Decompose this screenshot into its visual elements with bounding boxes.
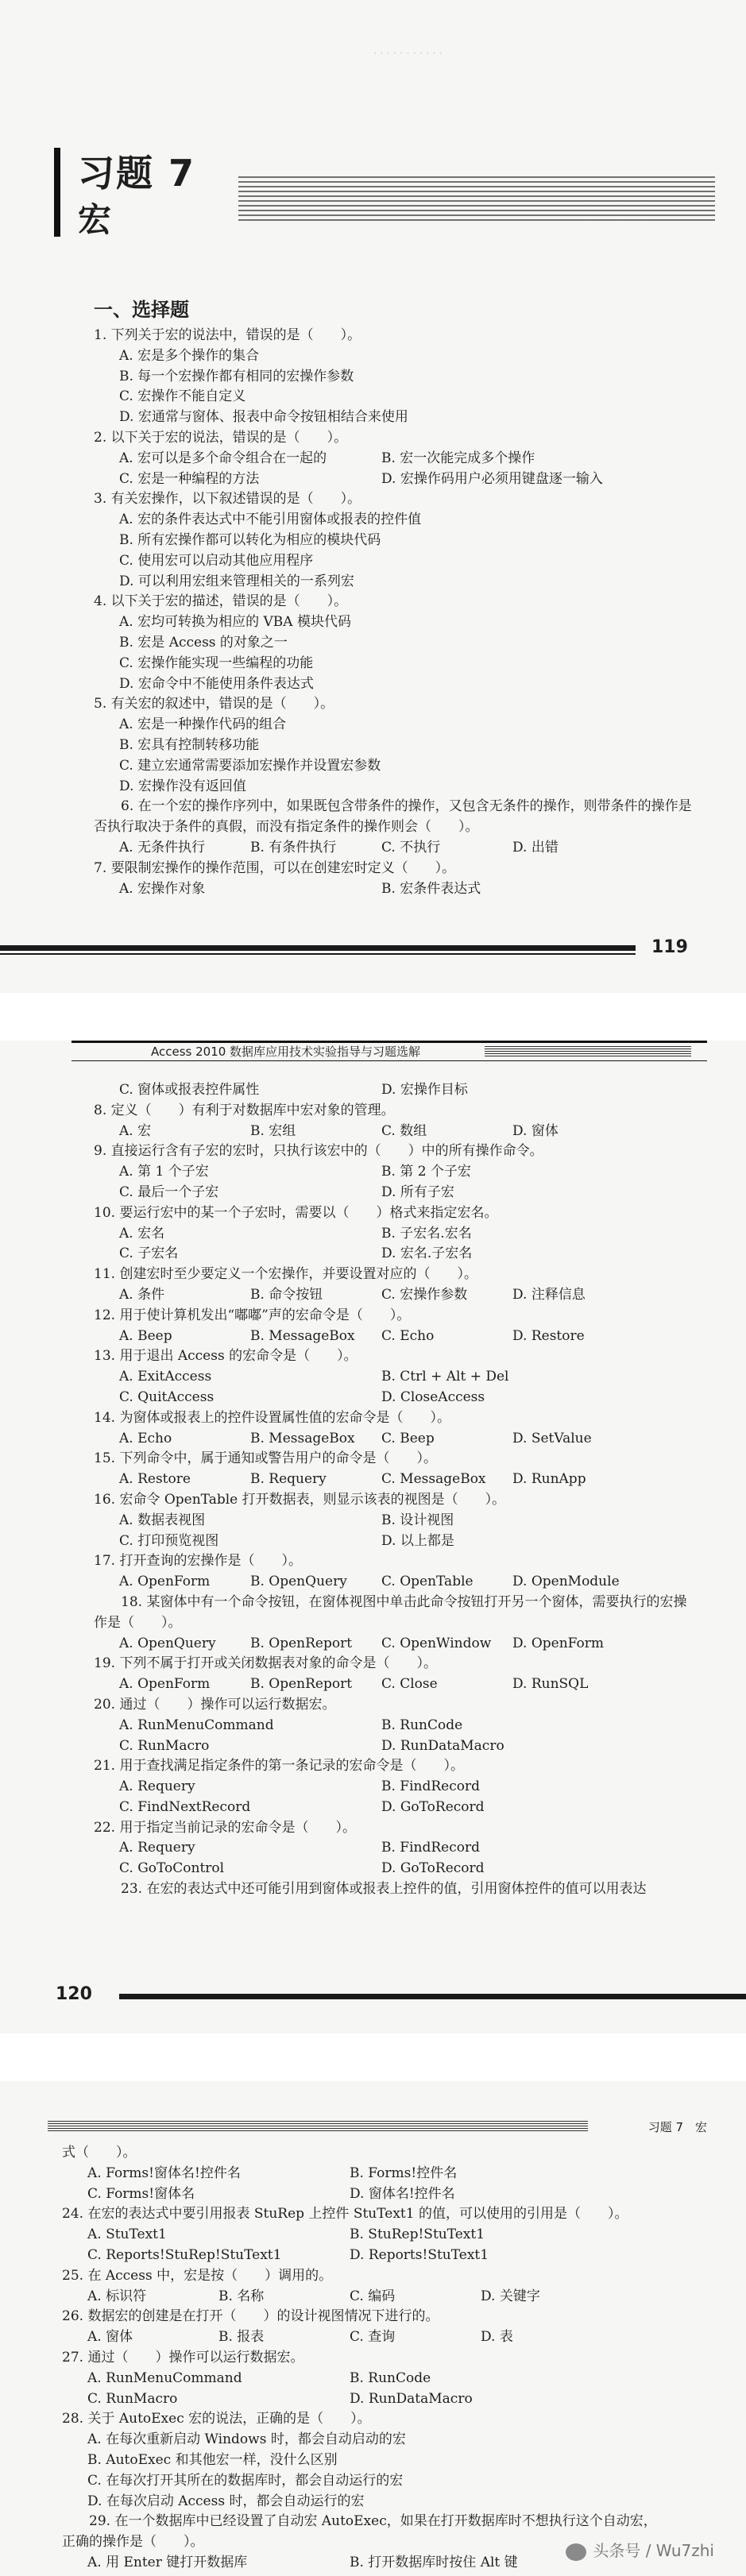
option: D. RunApp [512,1471,586,1488]
header-decoration-lines [485,1046,691,1057]
option: B. OpenQuery [250,1574,347,1590]
option: B. OpenReport [250,1676,353,1693]
question: 4. 以下关于宏的描述，错误的是（ ）。 [94,593,348,610]
option: A. 条件 [119,1286,165,1303]
option: A. OpenForm [119,1574,211,1590]
option: D. CloseAccess [381,1388,485,1405]
option: A. Restore [119,1471,191,1488]
option: C. 打印预览视图 [119,1532,219,1549]
option-row [94,1327,698,1347]
question: 10. 要运行宏中的某一个子宏时，需要以（ ）格式来指定宏名。 [94,1204,498,1221]
option: B. 命令按钮 [250,1286,323,1303]
option: D. SetValue [512,1430,592,1446]
option-row [94,1183,698,1203]
option: B. 宏条件表达式 [381,880,481,897]
option-row [94,1285,698,1306]
option: B. StuRep!StuText1 [350,2226,485,2243]
question: 7. 要限制宏操作的操作范围，可以在创建宏时定义（ ）。 [94,859,456,876]
option: D. GoToRecord [381,1860,485,1877]
option: A. OpenForm [119,1676,211,1693]
option-row [94,1838,698,1859]
question: 22. 用于指定当前记录的宏命令是（ ）。 [94,1819,356,1836]
option-row [62,2327,666,2348]
option: C. 数组 [381,1122,427,1139]
option: A. 宏是多个操作的集合 [119,347,260,364]
option-row [94,1777,698,1798]
page-121 [0,2081,746,2576]
question: 1. 下列关于宏的说法中，错误的是（ ）。 [94,327,361,343]
option: A. 宏均可转换为相应的 VBA 模块代码 [119,614,351,631]
option-row [94,838,698,859]
chapter-bar [54,148,60,237]
option: D. Restore [512,1327,585,1344]
question-list [62,2143,666,2574]
option: C. 子宏名 [119,1246,179,1262]
option-row [94,1388,698,1408]
option: B. 每一个宏操作都有相同的宏操作参数 [119,368,354,384]
option: A. RunMenuCommand [119,1717,274,1733]
question-list [94,326,698,899]
question: 20. 通过（ ）操作可以运行数据宏。 [94,1696,336,1713]
option-row [94,1224,698,1245]
option: B. 第 2 个子宏 [381,1164,471,1180]
option-row [62,2164,666,2184]
page-number: 120 [56,1984,92,2004]
option: B. 子宏名.宏名 [381,1225,472,1242]
question: 3. 有关宏操作，以下叙述错误的是（ ）。 [94,491,361,508]
option: C. 不执行 [381,839,441,855]
option: B. MessageBox [250,1430,355,1446]
option-row [94,1798,698,1818]
option-row [62,2225,666,2246]
option: B. 打开数据库时按住 Alt 键 [350,2554,518,2570]
option-row [94,1080,698,1101]
page-number: 119 [651,937,688,957]
option: C. GoToControl [119,1860,225,1877]
option: B. 报表 [218,2329,265,2346]
option: A. Echo [119,1430,172,1446]
question: 26. 数据宏的创建是在打开（ ）的设计视图情况下进行的。 [62,2308,439,2325]
option-row [94,1716,698,1736]
option: C. 在每次打开其所在的数据库时，都会自动运行的宏 [87,2472,404,2489]
running-header-title: 习题 7 宏 [647,2120,707,2134]
option-row [94,1162,698,1183]
option-row [62,2287,666,2308]
option-row [94,1367,698,1388]
question: 2. 以下关于宏的说法，错误的是（ ）。 [94,429,348,446]
option: C. 使用宏可以启动其他应用程序 [119,552,314,569]
question: 16. 宏命令 OpenTable 打开数据表，则显示该表的视图是（ ）。 [94,1491,506,1508]
option: A. 宏操作对象 [119,880,206,897]
option: A. 在每次重新启动 Windows 时，都会自动启动的宏 [87,2431,406,2448]
question: 19. 下列不属于打开或关闭数据表对象的命令是（ ）。 [94,1655,437,1672]
chapter-title: 宏 [78,200,112,239]
option: C. Beep [381,1430,435,1446]
option: A. 用 Enter 键打开数据库 [87,2554,248,2570]
watermark-text: 头条号 / Wu7zhi [593,2541,714,2560]
question: 18. 某窗体中有一个命令按钮，在窗体视图中单击此命令按钮打开另一个窗体，需要执行的宏操作是（ ）。 [94,1593,687,1631]
option-row [62,2246,666,2266]
option: C. Echo [381,1327,435,1344]
option: C. 编码 [350,2288,396,2304]
option: A. RunMenuCommand [87,2369,242,2386]
option: C. Reports!StuRep!StuText1 [87,2246,282,2263]
question: 13. 用于退出 Access 的宏命令是（ ）。 [94,1348,358,1365]
option: B. OpenReport [250,1635,353,1651]
option: D. 宏通常与窗体、报表中命令按钮相结合来使用 [119,409,408,426]
watermark [566,2538,714,2561]
option: A. 宏可以是多个命令组合在一起的 [119,450,327,466]
question: 29. 在一个数据库中已经设置了自动宏 AutoExec，如果在打开数据库时不想执行这个自动宏，正确的操作是（ ）。 [62,2513,657,2551]
page-119 [0,0,746,993]
option: B. 所有宏操作都可以转化为相应的模块代码 [119,531,381,548]
option: B. FindRecord [381,1778,480,1795]
option: A. StuText1 [87,2226,167,2243]
option: C. 宏操作参数 [381,1286,468,1303]
option: D. RunDataMacro [350,2390,473,2407]
option: B. Ctrl + Alt + Del [381,1369,509,1385]
option: B. 名称 [218,2288,265,2304]
chapter-number: 习题 7 [78,152,196,195]
option: A. 宏的条件表达式中不能引用窗体或报表的控件值 [119,512,422,528]
question: 14. 为窗体或报表上的控件设置属性值的宏命令是（ ）。 [94,1409,450,1426]
question-list [94,1080,698,1900]
question: 27. 通过（ ）操作可以运行数据宏。 [62,2349,304,2366]
option: B. Requery [250,1471,327,1488]
option: D. 在每次启动 Access 时，都会自动运行的宏 [87,2493,365,2509]
option: A. Forms!窗体名!控件名 [87,2165,241,2181]
running-header [48,2116,707,2138]
option: A. Beep [119,1327,172,1344]
option: A. OpenQuery [119,1635,216,1651]
option: C. 宏是一种编程的方法 [119,470,260,487]
option-row [62,2369,666,2389]
option: B. FindRecord [381,1840,480,1856]
option: C. Forms!窗体名 [87,2185,195,2202]
option: C. MessageBox [381,1471,486,1488]
option: C. 查询 [350,2329,396,2346]
option-row [94,469,698,490]
header-decoration-lines [48,2121,588,2132]
option: D. 宏操作没有返回值 [119,778,246,794]
chapter-heading [54,141,237,245]
option: D. 宏操作码用户必须用键盘逐一输入 [381,470,603,487]
option: B. RunCode [381,1717,463,1733]
option: A. 宏名 [119,1225,165,1242]
question: 6. 在一个宏的操作序列中，如果既包含带条件的操作，又包含无条件的操作，则带条件的操作是否执行取决于条件的真假，而没有指定条件的操作则会（ ）。 [94,798,692,836]
question: 9. 直接运行含有子宏的宏时，只执行该宏中的（ ）中的所有操作命令。 [94,1143,543,1160]
watermark-logo-icon [566,2543,586,2561]
option-row [94,1244,698,1265]
option: B. MessageBox [250,1327,355,1344]
option: B. 有条件执行 [250,839,337,855]
option: C. RunMacro [87,2390,178,2407]
option: B. 宏一次能完成多个操作 [381,450,535,466]
running-header [72,1041,707,1061]
option-row [94,1531,698,1552]
option-row [94,1511,698,1531]
option: D. 关键字 [481,2288,540,2304]
option: C. Close [381,1676,438,1693]
option: D. RunSQL [512,1676,589,1693]
option: D. 以上都是 [381,1532,454,1549]
option: D. 可以利用宏组来管理相关的一系列宏 [119,573,354,589]
option: A. Requery [119,1840,195,1856]
option: B. 宏是 Access 的对象之一 [119,634,288,651]
footer-rule-thin [0,953,636,955]
option: D. RunDataMacro [381,1737,504,1754]
option: C. OpenTable [381,1574,473,1590]
option-row [62,2184,666,2205]
option: D. 表 [481,2329,513,2346]
option: B. AutoExec 和其他宏一样，没什么区别 [87,2451,338,2468]
option: A. 标识符 [87,2288,147,2304]
option: B. RunCode [350,2369,431,2386]
option-row [94,1859,698,1879]
option-row [62,2389,666,2410]
option-row [94,1470,698,1490]
question: 21. 用于查找满足指定条件的第一条记录的宏命令是（ ）。 [94,1758,464,1775]
option-row [94,1122,698,1142]
question: 25. 在 Access 中，宏是按（ ）调用的。 [62,2267,333,2284]
option-row [94,879,698,900]
section-heading: 一、选择题 [94,299,189,321]
option: C. RunMacro [119,1737,210,1754]
option-row [94,1674,698,1695]
option: B. 宏具有控制转移功能 [119,736,260,753]
question: 5. 有关宏的叙述中，错误的是（ ）。 [94,696,334,713]
question: 23. 在宏的表达式中还可能引用到窗体或报表上控件的值，引用窗体控件的值可以用表达 [121,1881,647,1898]
option: D. 注释信息 [512,1286,586,1303]
option: D. OpenForm [512,1635,605,1651]
option: B. 宏组 [250,1122,296,1139]
option-row [94,1572,698,1593]
option: C. OpenWindow [381,1635,492,1651]
question: 12. 用于使计算机发出“嘟嘟”声的宏命令是（ ）。 [94,1307,411,1323]
chapter-decoration-lines [238,176,715,224]
bleed-through-text: · · · · · · · · · · · [373,48,443,60]
option-row [94,449,698,469]
option: D. 宏名.子宏名 [381,1246,473,1262]
option: C. 宏操作不能自定义 [119,388,246,405]
option: D. GoToRecord [381,1798,485,1815]
option: D. 宏操作目标 [381,1082,468,1098]
page-120 [0,1041,746,2033]
option: A. 宏 [119,1122,152,1139]
question: 28. 关于 AutoExec 宏的说法，正确的是（ ）。 [62,2411,371,2427]
option: C. FindNextRecord [119,1798,251,1815]
question-continuation: 式（ ）。 [62,2145,137,2161]
option-row [94,1429,698,1450]
footer-rule [0,945,636,951]
option: D. 所有子宏 [381,1184,454,1200]
option: A. 数据表视图 [119,1512,206,1528]
option: C. 窗体或报表控件属性 [119,1082,260,1098]
question: 15. 下列命令中，属于通知或警告用户的命令是（ ）。 [94,1450,437,1467]
question: 8. 定义（ ）有利于对数据库中宏对象的管理。 [94,1102,395,1118]
question: 17. 打开查询的宏操作是（ ）。 [94,1553,302,1570]
option: A. Requery [119,1778,195,1795]
option: B. Forms!控件名 [350,2165,458,2181]
option: D. 窗体 [512,1122,559,1139]
option: C. 宏操作能实现一些编程的功能 [119,655,314,671]
option: A. ExitAccess [119,1369,212,1385]
option: D. 宏命令中不能使用条件表达式 [119,675,314,692]
option: C. 最后一个子宏 [119,1184,219,1200]
option: A. 宏是一种操作代码的组合 [119,716,287,733]
option: A. 无条件执行 [119,839,206,855]
option: D. Reports!StuText1 [350,2246,489,2263]
option-row [94,1634,698,1655]
question: 24. 在宏的表达式中要引用报表 StuRep 上控件 StuText1 的值，可以使用的引用是（ ）。 [62,2206,628,2223]
running-header-title: Access 2010 数据库应用技术实验指导与习题选解 [151,1045,421,1059]
footer-rule [119,1994,746,1999]
option: D. OpenModule [512,1574,620,1590]
option: A. 第 1 个子宏 [119,1164,209,1180]
option: B. 设计视图 [381,1512,454,1528]
question: 11. 创建宏时至少要定义一个宏操作，并要设置对应的（ ）。 [94,1266,477,1283]
option: D. 窗体名!控件名 [350,2185,455,2202]
option-row [94,1736,698,1757]
option: A. 窗体 [87,2329,133,2346]
option: D. 出错 [512,839,559,855]
option: C. QuitAccess [119,1388,215,1405]
option: C. 建立宏通常需要添加宏操作并设置宏参数 [119,757,381,774]
